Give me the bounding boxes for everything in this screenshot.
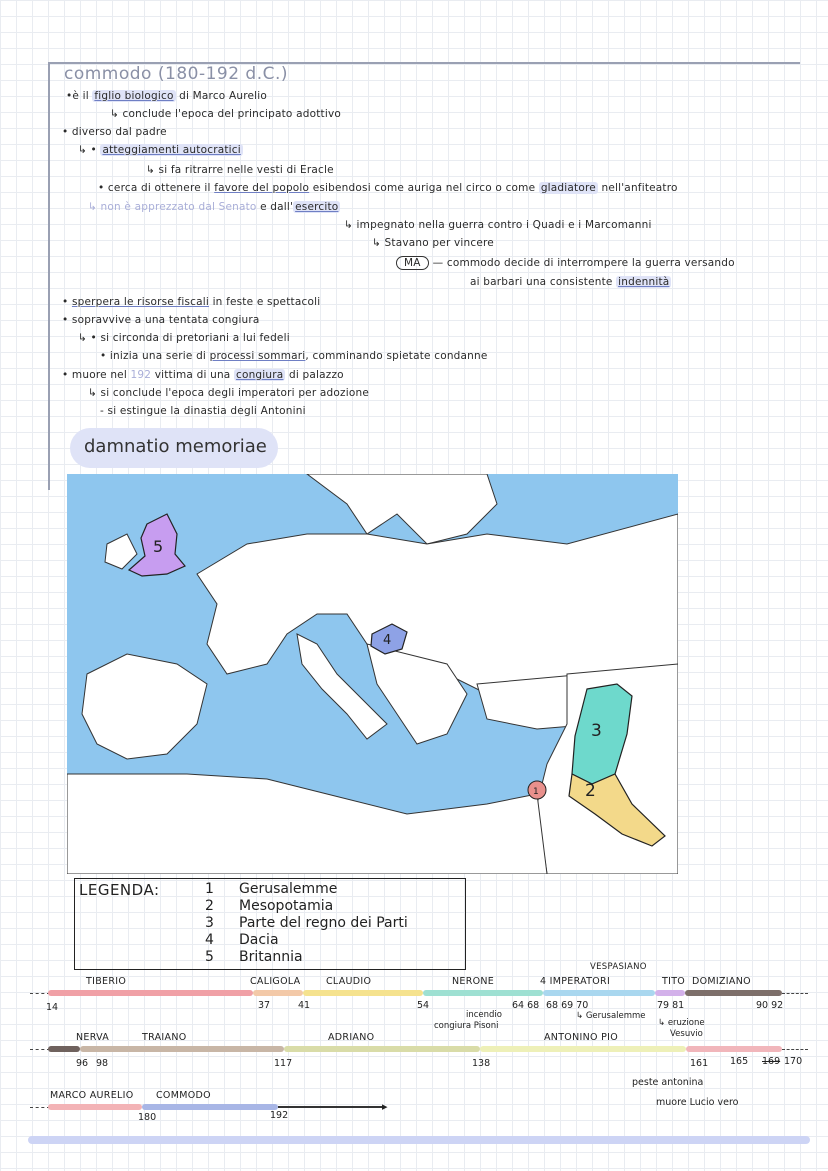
name-marco-aurelio: MARCO AURELIO xyxy=(50,1090,134,1101)
note-line: ↳ si conclude l'epoca degli imperatori per adozione xyxy=(88,387,369,399)
year-192: 192 xyxy=(270,1110,289,1121)
land-africa xyxy=(67,774,547,874)
name-nerva: NERVA xyxy=(76,1032,110,1043)
note-line: ↳ Stavano per vincere xyxy=(372,237,494,249)
note-line: MA — commodo decide di interrompere la guerra versando xyxy=(396,256,735,270)
name-tiberio: TIBERIO xyxy=(86,976,127,987)
name-tito: TITO xyxy=(662,976,686,987)
highlight: esercito xyxy=(295,201,339,213)
name-traiano: TRAIANO xyxy=(142,1032,187,1043)
region-5-label: 5 xyxy=(153,537,164,556)
year-64-68: 64 68 xyxy=(512,1000,540,1011)
event-lucio: muore Lucio vero xyxy=(656,1097,739,1108)
europe-map xyxy=(67,474,678,874)
tl-adriano xyxy=(284,1046,480,1052)
highlight: indennità xyxy=(618,276,670,288)
year-96: 96 xyxy=(76,1058,89,1069)
year-41: 41 xyxy=(298,1000,311,1011)
note-line: • muore nel 192 vittima di una congiura di palazzo xyxy=(62,369,344,381)
region-1-label: 1 xyxy=(533,787,539,797)
faint-text: 192 xyxy=(130,369,152,381)
note-line: ↳ • si circonda di pretoriani a lui fedeli xyxy=(78,332,290,344)
year-14: 14 xyxy=(46,1002,59,1013)
note-line: • sopravvive a una tentata congiura xyxy=(62,314,260,326)
note-line: •è il figlio biologico di Marco Aurelio xyxy=(66,90,267,102)
tl-marco-aurelio xyxy=(48,1104,142,1110)
tl-caligola xyxy=(253,990,303,996)
note-line: • cerca di ottenere il favore del popolo esibendosi come auriga nel circo o come gladiatore nell'anfiteatro xyxy=(98,182,678,194)
event-incendio: incendio xyxy=(466,1010,502,1020)
legend-name: Mesopotamia xyxy=(239,898,334,914)
note-line: ai barbari una consistente indennità xyxy=(470,276,670,288)
name-nerone: NERONE xyxy=(452,976,495,987)
timeline-dash xyxy=(782,1049,808,1050)
event-congiura: congiura Pisoni xyxy=(434,1021,499,1031)
bottom-bar xyxy=(28,1136,810,1144)
event-peste: peste antonina xyxy=(632,1077,704,1088)
event-vesuvio: Vesuvio xyxy=(670,1029,703,1039)
legend-num: 3 xyxy=(205,915,214,931)
timeline-dash xyxy=(782,993,808,994)
legend-name: Parte del regno dei Parti xyxy=(239,915,408,931)
tl-tiberio xyxy=(48,990,253,996)
highlight: figlio biologico xyxy=(94,90,174,102)
legend-num: 2 xyxy=(205,898,214,914)
map-svg xyxy=(67,474,678,874)
name-commodo: COMMODO xyxy=(156,1090,211,1101)
year-98: 98 xyxy=(96,1058,109,1069)
year-180: 180 xyxy=(138,1112,157,1123)
name-antonino: ANTONINO PIO xyxy=(544,1032,619,1043)
name-claudio: CLAUDIO xyxy=(326,976,372,987)
year-79-81: 79 81 xyxy=(657,1000,685,1011)
tl-claudio xyxy=(303,990,423,996)
faint-text: ↳ non è apprezzato dal Senato xyxy=(88,201,257,213)
region-3-label: 3 xyxy=(591,721,602,741)
note-line: ↳ impegnato nella guerra contro i Quadi e i Marcomanni xyxy=(344,219,652,231)
tl-vespasiano xyxy=(543,990,655,996)
year-117: 117 xyxy=(274,1058,293,1069)
name-adriano: ADRIANO xyxy=(328,1032,375,1043)
ma-badge: MA xyxy=(396,256,429,270)
tl-antonino xyxy=(480,1046,686,1052)
legend-num: 1 xyxy=(205,881,214,897)
note-line: ↳ conclude l'epoca del principato adottivo xyxy=(110,108,342,120)
tl-nerva xyxy=(48,1046,80,1052)
underline: favore del popolo xyxy=(214,182,310,194)
year-68-70: 68 69 70 xyxy=(546,1000,589,1011)
page-title: commodo (180-192 d.C.) xyxy=(64,64,289,84)
tl-tito xyxy=(655,990,685,996)
land-ireland xyxy=(105,534,137,569)
year-165: 165 xyxy=(730,1056,749,1067)
legend-box xyxy=(74,878,466,970)
tl-traiano xyxy=(80,1046,284,1052)
underline: sperpera le risorse fiscali xyxy=(71,296,210,308)
tl-nerone xyxy=(423,990,543,996)
region-2-label: 2 xyxy=(585,781,596,801)
note-line: - si estingue la dinastia degli Antonini xyxy=(100,405,306,417)
margin-line xyxy=(48,62,50,490)
name-vespasiano: VESPASIANO xyxy=(590,962,647,972)
legend-num: 4 xyxy=(205,932,214,948)
year-161: 161 xyxy=(690,1058,709,1069)
legend-name-col xyxy=(239,881,408,966)
legend-num: 5 xyxy=(205,949,214,965)
legend-num-col xyxy=(205,881,214,966)
damnatio-label: damnatio memoriae xyxy=(84,436,267,457)
timeline-dash xyxy=(30,1049,50,1050)
note-line: ↳ • atteggiamenti autocratici xyxy=(78,144,241,156)
tl-commodo xyxy=(142,1104,278,1110)
legend-name: Gerusalemme xyxy=(239,881,338,897)
tl-lucio-vero xyxy=(686,1046,782,1052)
underline: processi sommari xyxy=(209,350,306,362)
tl-arrow-line xyxy=(278,1106,384,1108)
year-37: 37 xyxy=(258,1000,271,1011)
timeline-dash xyxy=(30,1107,50,1108)
name-imperatori: 4 IMPERATORI xyxy=(540,976,611,987)
year-54: 54 xyxy=(417,1000,430,1011)
tl-domiziano xyxy=(685,990,782,996)
timeline-dash xyxy=(30,993,50,994)
name-caligola: CALIGOLA xyxy=(250,976,301,987)
note-line: ↳ si fa ritrarre nelle vesti di Eracle xyxy=(146,164,334,176)
year-169: 169 xyxy=(762,1056,781,1067)
land-iberia xyxy=(82,654,207,759)
note-line: ↳ non è apprezzato dal Senato e dall' esercito xyxy=(88,201,339,213)
note-line: • inizia una serie di processi sommari, comminando spietate condanne xyxy=(100,350,488,362)
highlight: congiura xyxy=(235,369,284,381)
region-4-label: 4 xyxy=(383,633,392,648)
highlight: gladiatore xyxy=(540,182,596,194)
legend-name: Britannia xyxy=(239,949,303,965)
year-90-92: 90 92 xyxy=(756,1000,784,1011)
event-gerusalemme: ↳ Gerusalemme xyxy=(576,1011,646,1021)
arrow-right-icon: ▸ xyxy=(382,1100,388,1113)
name-domiziano: DOMIZIANO xyxy=(692,976,751,987)
legend-name: Dacia xyxy=(239,932,279,948)
legend-label: LEGENDA: xyxy=(79,881,160,899)
event-eruzione: ↳ eruzione xyxy=(658,1018,705,1028)
highlight: atteggiamenti autocratici xyxy=(102,144,241,156)
note-line: • sperpera le risorse fiscali in feste e spettacoli xyxy=(62,296,321,308)
year-170: 170 xyxy=(784,1056,803,1067)
year-138: 138 xyxy=(472,1058,491,1069)
note-line: • diverso dal padre xyxy=(62,126,167,138)
